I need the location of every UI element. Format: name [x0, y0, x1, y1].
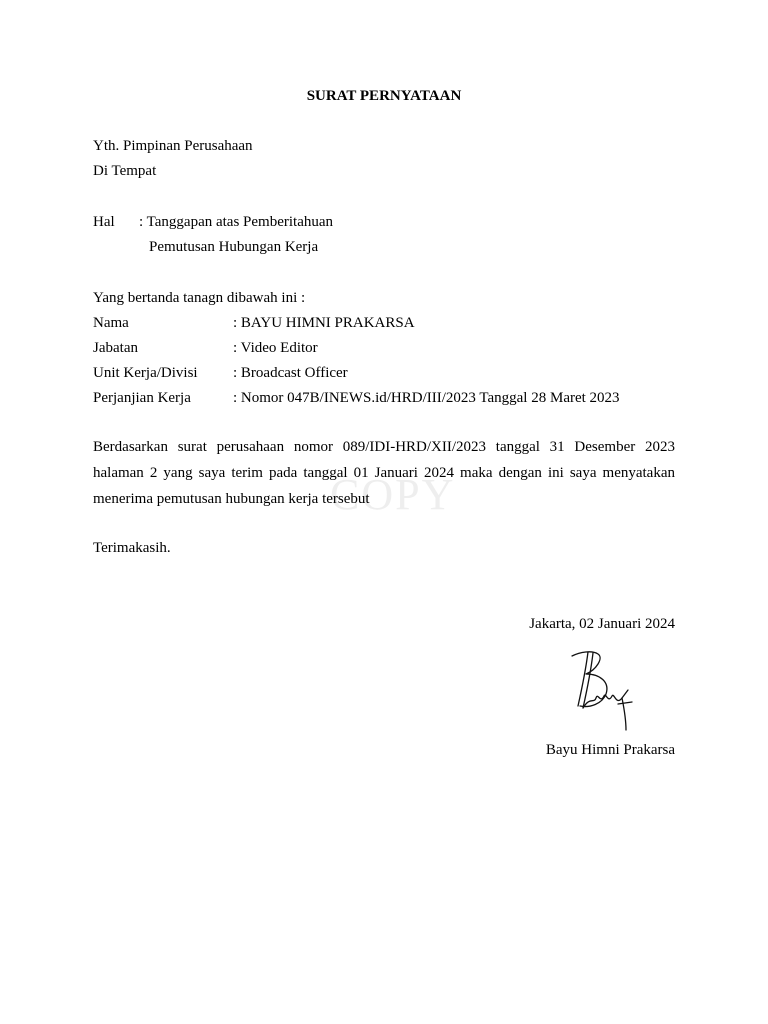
field-value: : Video Editor	[233, 340, 318, 356]
subject-block	[93, 210, 593, 260]
closing-text: Terimakasih.	[93, 540, 171, 556]
field-label: Jabatan	[93, 340, 138, 356]
recipient-line-1: Yth. Pimpinan Perusahaan	[93, 138, 253, 154]
recipient-line-2: Di Tempat	[93, 163, 157, 179]
document-title: SURAT PERNYATAAN	[306, 88, 462, 104]
signatory-name: Bayu Himni Prakarsa	[545, 742, 675, 758]
body-paragraph: Berdasarkan surat perusahaan nomor 089/IDI-HRD/XII/2023 tanggal 31 Desember 2023 halaman 2 yang saya terim pada tanggal 01 Januari 2024 maka dengan ini saya menyatakan menerima pemutusan hubungan kerja tersebut	[93, 439, 675, 507]
field-label: Nama	[93, 315, 129, 331]
recipient-block	[93, 134, 253, 184]
field-row-jabatan	[93, 336, 693, 361]
field-row-unit	[93, 361, 693, 386]
field-value: : Broadcast Officer	[233, 365, 348, 381]
subject-continuation: Pemutusan Hubungan Kerja	[149, 239, 319, 255]
copy-watermark: COPY	[330, 470, 456, 519]
field-label: Perjanjian Kerja	[93, 390, 191, 406]
subject-label: Hal	[93, 214, 115, 230]
subject-value: : Tanggapan atas Pemberitahuan	[139, 214, 334, 230]
signature-image	[566, 648, 646, 734]
field-row-perjanjian	[93, 386, 693, 411]
field-row-nama	[93, 311, 693, 336]
place-date: Jakarta, 02 Januari 2024	[529, 616, 675, 632]
field-value: : BAYU HIMNI PRAKARSA	[233, 315, 415, 331]
intro-text: Yang bertanda tanagn dibawah ini :	[93, 290, 306, 306]
closing-block	[93, 536, 171, 561]
identity-block	[93, 286, 693, 411]
field-label: Unit Kerja/Divisi	[93, 365, 198, 381]
field-value: : Nomor 047B/INEWS.id/HRD/III/2023 Tanggal 28 Maret 2023	[233, 390, 620, 406]
